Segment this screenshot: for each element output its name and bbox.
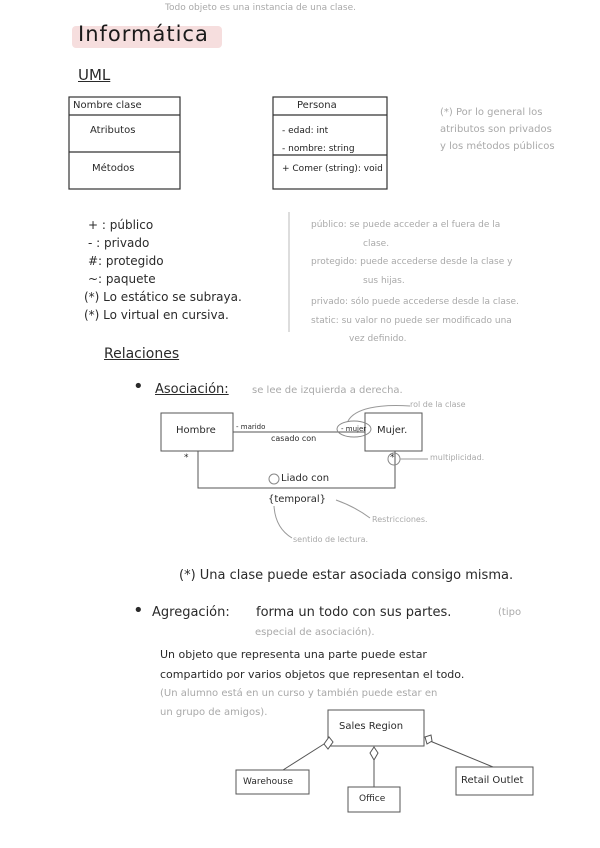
persona-attr-name: - nombre: string [282, 144, 355, 154]
assoc-self-label: Liado con [281, 473, 330, 484]
aggregation-def-gray2: especial de asociación). [255, 627, 375, 638]
agg-part-warehouse: Warehouse [243, 777, 294, 787]
vis-note-line: público: se puede acceder a el fuera de la [311, 220, 501, 230]
persona-class-name: Persona [297, 100, 337, 111]
assoc-role-right: - mujer [341, 425, 367, 433]
side-note [440, 104, 555, 155]
ann-direction: sentido de lectura. [293, 535, 369, 544]
legend-public: + : público [88, 218, 154, 232]
side-note-line: y los métodos públicos [440, 141, 555, 152]
vis-note-line: vez definido. [349, 334, 407, 344]
aggregation-body [160, 645, 464, 685]
self-association-note: (*) Una clase puede estar asociada consigo misma. [179, 568, 514, 583]
aggregation-example [160, 684, 437, 722]
persona-attr-age: - edad: int [282, 126, 329, 136]
assoc-mult-left: * [184, 453, 189, 463]
association-bullet: • [133, 376, 144, 397]
legend-protected: #: protegido [88, 254, 164, 268]
assoc-role-left: - marido [236, 423, 266, 431]
agg-part-office: Office [359, 794, 386, 804]
aggregation-label: Agregación: [152, 605, 230, 620]
visibility-legend [84, 216, 242, 324]
vis-note-line: protegido: puede accederse desde la clase y [311, 257, 513, 267]
ann-restrictions: Restricciones. [372, 515, 428, 524]
side-note-line: (*) Por lo general los [440, 107, 543, 118]
assoc-class-mujer: Mujer. [377, 425, 408, 436]
legend-virtual: (*) Lo virtual en cursiva. [84, 308, 229, 322]
assoc-constraint: {temporal} [268, 494, 327, 505]
top-note: Todo objeto es una instancia de una clase. [165, 3, 356, 13]
relations-heading: Relaciones [104, 346, 180, 362]
assoc-class-hombre: Hombre [176, 425, 216, 436]
vis-note-line: privado: sólo puede accederse desde la clase. [311, 297, 519, 307]
aggregation-example-line: un grupo de amigos). [160, 707, 268, 718]
ann-mult: multiplicidad. [430, 453, 485, 462]
agg-whole: Sales Region [339, 721, 404, 732]
aggregation-bullet: • [133, 600, 144, 621]
aggregation-def: forma un todo con sus partes. [256, 605, 452, 620]
template-attributes: Atributos [90, 125, 136, 136]
assoc-mult-right: * [390, 453, 395, 463]
association-note: se lee de izquierda a derecha. [252, 385, 403, 396]
association-label: Asociación: [155, 382, 229, 397]
vis-note-line: sus hijas. [363, 275, 405, 286]
aggregation-body-line: Un objeto que representa una parte puede estar [160, 648, 427, 661]
vis-note-line: static: su valor no puede ser modificado una [311, 315, 512, 326]
ann-role: rol de la clase [410, 400, 466, 409]
aggregation-body-line: compartido por varios objetos que representan el todo. [160, 668, 465, 681]
template-class-name: Nombre clase [73, 100, 142, 111]
template-methods: Métodos [92, 163, 135, 174]
persona-method-comer: + Comer (string): void [282, 164, 383, 174]
assoc-name: casado con [271, 434, 317, 443]
persona-attributes [282, 122, 355, 158]
visibility-notes [311, 216, 519, 349]
aggregation-def-gray: (tipo [498, 607, 522, 618]
uml-heading: UML [78, 66, 111, 84]
side-note-line: atributos son privados [440, 124, 552, 135]
legend-package: ~: paquete [88, 272, 156, 286]
aggregation-example-line: (Un alumno está en un curso y también puede estar en [160, 688, 438, 699]
page-title: Informática [78, 22, 209, 46]
legend-static: (*) Lo estático se subraya. [84, 290, 242, 304]
legend-private: - : privado [88, 236, 150, 250]
agg-part-retail: Retail Outlet [461, 775, 524, 786]
vis-note-line: clase. [363, 238, 390, 249]
